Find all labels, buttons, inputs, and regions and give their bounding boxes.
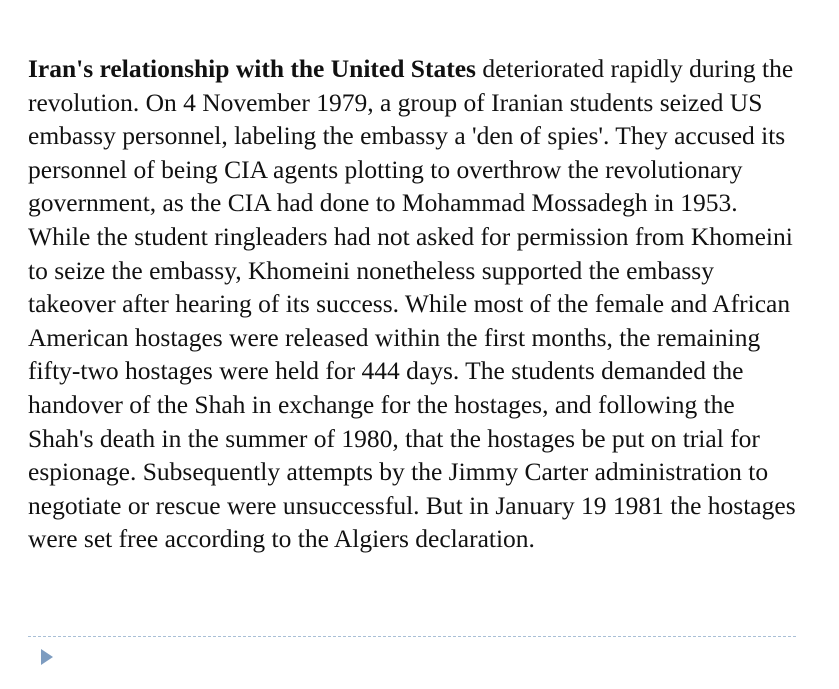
body-paragraph [28,52,798,556]
footer-divider [28,636,796,637]
paragraph-body: deteriorated rapidly during the revolution. On 4 November 1979, a group of Iranian students seized US embassy personnel, labeling the embassy a 'den of spies'. They accused its personnel of being CIA agents plotting to overthrow the revolutionary government, as the CIA had done to Mohammad Mossadegh in 1953. While the student ringleaders had not asked for permission from Khomeini to seize the embassy, Khomeini nonetheless supported the embassy takeover after hearing of its success. While most of the female and African American hostages were released within the first months, the remaining fifty-two hostages were held for 444 days. The students demanded the handover of the Shah in exchange for the hostages, and following the Shah's death in the summer of 1980, that the hostages be put on trial for espionage. Subsequently attempts by the Jimmy Carter administration to negotiate or rescue were unsuccessful. But in January 19 1981 the hostages were set free according to the Algiers declaration. [28,54,796,554]
triangle-bullet-icon [38,647,56,667]
paragraph-lead-bold: Iran's relationship with the United States [28,54,476,83]
